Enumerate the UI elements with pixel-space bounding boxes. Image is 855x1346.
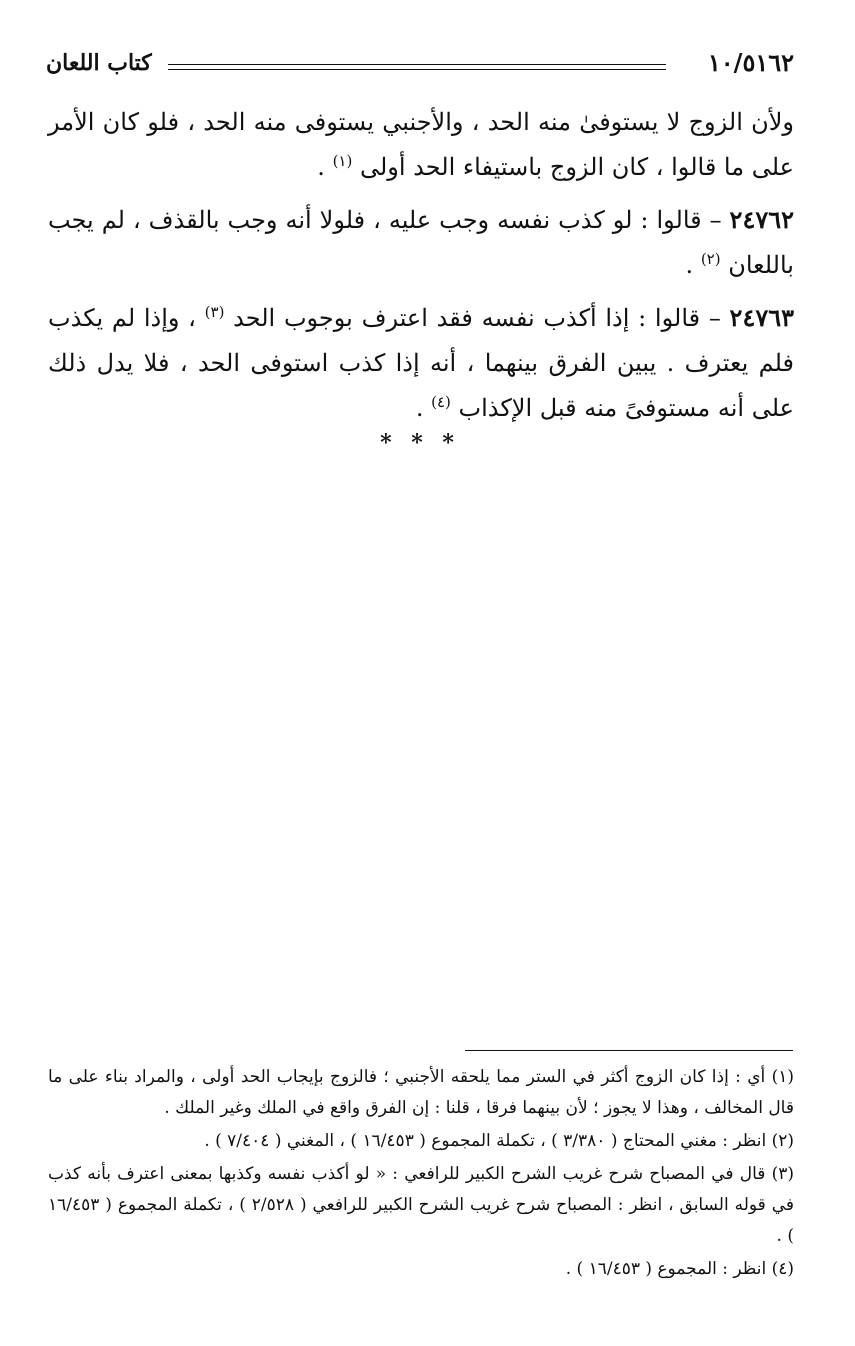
paragraph-text: – قالوا : إذا أكذب نفسه فقد اعترف بوجوب الحد <box>224 304 730 332</box>
paragraph-text: ولأن الزوج لا يستوفىٰ منه الحد ، والأجنبي يستوفى منه الحد ، فلو كان الأمر على ما قالوا ، كان الزوج باستيفاء الحد أولى <box>48 108 794 181</box>
paragraph-tail: . <box>415 394 432 422</box>
paragraph-tail: . <box>317 153 333 181</box>
book-title: كتاب اللعان <box>46 50 152 76</box>
footnotes <box>48 1062 794 1287</box>
issue-number: ٢٤٧٦٢ <box>729 205 794 234</box>
section-separator: * * * <box>380 430 460 456</box>
paragraph-tail: . <box>685 251 701 279</box>
page-number: ١٠/٥١٦٢ <box>707 48 794 77</box>
footnote-3: (٣) قال في المصباح شرح غريب الشرح الكبير للرافعي : « لو أكذب نفسه وكذبها بمعنى اعترف بأنه كذب في قوله السابق ، انظر : المصباح شرح غريب الشرح الكبير للرافعي ( ٢/٥٢٨ ) ، تكملة المجموع ( ١٦/٤٥٣ ) . <box>48 1164 795 1246</box>
footnote-1: (١) أي : إذا كان الزوج أكثر في الستر مما يلحقه الأجنبي ؛ فالزوج بإيجاب الحد أولى ، والمراد بناء على ما قال المخالف ، وهذا لا يجوز ؛ لأن بينهما فرقا ، قلنا : إن الفرق واقع في الملك وغير الملك . <box>48 1067 794 1118</box>
footnote-rule <box>465 1050 793 1051</box>
running-header <box>46 48 794 82</box>
footnote-4: (٤) انظر : المجموع ( ١٦/٤٥٣ ) . <box>565 1259 794 1279</box>
main-text <box>48 100 794 438</box>
paragraph-1 <box>48 100 794 190</box>
footnote-ref[interactable]: (٢) <box>700 250 721 268</box>
issue-number: ٢٤٧٦٣ <box>729 303 794 332</box>
paragraph-3 <box>48 295 794 431</box>
footnote-ref[interactable]: (٤) <box>431 393 451 411</box>
footnote-2: (٢) انظر : مغني المحتاج ( ٣/٣٨٠ ) ، تكملة المجموع ( ١٦/٤٥٣ ) ، المغني ( ٧/٤٠٤ ) . <box>204 1131 794 1151</box>
footnote-ref[interactable]: (٣) <box>204 303 225 321</box>
footnote-ref[interactable]: (١) <box>332 152 353 170</box>
paragraph-text-continued: ، وإذا لم يكذب فلم يعترف . يبين الفرق بينهما ، أنه إذا كذب استوفى الحد ، فلا يدل ذلك على أنه مستوفىً منه قبل الإكذاب <box>48 304 794 422</box>
paragraph-text: – قالوا : لو كذب نفسه وجب عليه ، فلولا أنه وجب بالقذف ، لم يجب باللعان <box>48 206 794 279</box>
header-double-rule <box>168 64 666 70</box>
paragraph-2 <box>48 197 794 288</box>
